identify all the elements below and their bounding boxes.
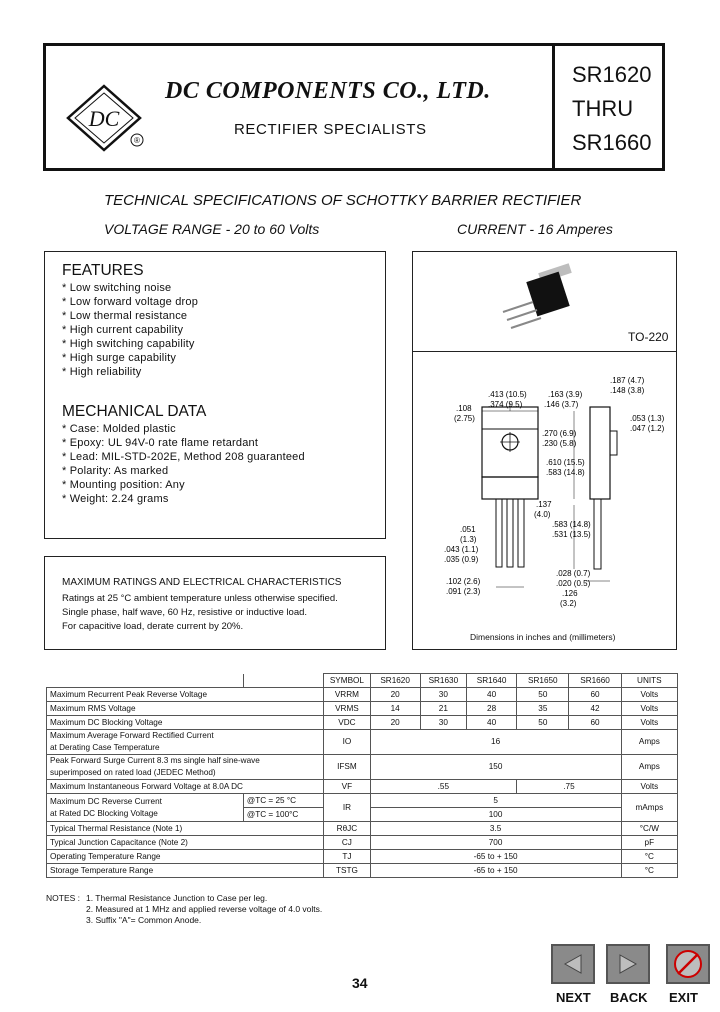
dim-label: .148 (3.8) [610,386,645,395]
cell-unit: mAmps [621,794,677,822]
ratings-line: For capacitive load, derate current by 20%. [62,621,244,632]
dim-label: .091 (2.3) [446,587,481,596]
row-condition: @TC = 25 °C [243,794,323,808]
cell-value: 150 [370,755,621,780]
dim-label: .413 (10.5) [488,390,527,399]
table-row [47,688,678,702]
list-item: * High reliability [62,366,142,378]
next-label[interactable]: NEXT [556,990,591,1005]
cell-unit: Amps [621,730,677,755]
dim-label: .230 (5.8) [542,439,577,448]
cell-value: 42 [569,702,621,716]
row-symbol: TSTG [324,864,370,878]
row-symbol: IR [324,794,370,822]
dim-label: .137 [536,500,552,509]
dim-label: .028 (0.7) [556,569,591,578]
features-list [62,281,198,379]
cell-value: 50 [517,688,569,702]
row-symbol: IO [324,730,370,755]
note-item: 2. Measured at 1 MHz and applied reverse voltage of 4.0 volts. [86,904,323,914]
dim-label: (3.2) [560,599,577,608]
table-row [47,822,678,836]
dim-label: .047 (1.2) [630,424,665,433]
cell-value: 20 [370,688,420,702]
cell-value: 700 [370,836,621,850]
list-item: * Lead: MIL-STD-202E, Method 208 guaranteed [62,451,305,463]
column-header: SR1650 [517,674,569,688]
cell-unit: °C [621,864,677,878]
row-condition: @TC = 100°C [243,808,323,822]
note-item: 1. Thermal Resistance Junction to Case per leg. [86,893,268,903]
cell-unit: Volts [621,688,677,702]
dim-label: (2.75) [454,414,475,423]
notes-list [86,893,322,926]
notes-label: NOTES : [46,893,81,903]
package-outline-drawing [414,355,676,625]
dim-label: .146 (3.7) [544,400,579,409]
cell-value: 35 [517,702,569,716]
voltage-range: VOLTAGE RANGE - 20 to 60 Volts [104,221,320,237]
spec-table [46,673,678,878]
cell-value: .55 [370,780,517,794]
dim-label: .051 [460,525,476,534]
table-row [47,780,678,794]
table-row [47,702,678,716]
dim-label: (1.3) [460,535,477,544]
logo-text: DC [88,106,120,131]
back-button[interactable] [606,944,650,984]
previous-arrow-icon [553,946,593,982]
table-row [47,836,678,850]
row-symbol: IFSM [324,755,370,780]
ratings-line: Ratings at 25 °C ambient temperature unless otherwise specified. [62,593,338,604]
package-divider [412,351,677,352]
cell-value: 40 [466,688,516,702]
cell-value: 50 [517,716,569,730]
cell-value: -65 to + 150 [370,850,621,864]
dim-label: .583 (14.8) [546,468,585,477]
cell-value: 21 [420,702,466,716]
cell-unit: Volts [621,702,677,716]
list-item: * High current capability [62,324,184,336]
column-header: SR1630 [420,674,466,688]
dim-label: .126 [562,589,578,598]
row-label: Maximum Instantaneous Forward Voltage at 8.0A DC [47,780,324,794]
row-symbol: CJ [324,836,370,850]
dim-label: .163 (3.9) [548,390,583,399]
table-row [47,730,678,755]
cell-value: .75 [517,780,621,794]
dim-label: .187 (4.7) [610,376,645,385]
ratings-notes [62,592,338,634]
company-logo [64,82,152,154]
row-label: Typical Thermal Resistance (Note 1) [47,822,324,836]
exit-label[interactable]: EXIT [669,990,698,1005]
row-symbol: RθJC [324,822,370,836]
column-header: SYMBOL [324,674,370,688]
list-item: * Low forward voltage drop [62,296,199,308]
cell-value: 20 [370,716,420,730]
registered-mark: ® [134,136,140,145]
row-label: Peak Forward Surge Current 8.3 ms single half sine-wave superimposed on rated load (JEDEC Method) [47,755,324,780]
cell-unit: °C/W [621,822,677,836]
cell-value: 60 [569,716,621,730]
dim-label: (4.0) [534,510,551,519]
cell-value: 100 [370,808,621,822]
package-name: TO-220 [628,330,669,344]
dim-label: .053 (1.3) [630,414,665,423]
cell-value: 60 [569,688,621,702]
column-header: UNITS [621,674,677,688]
cell-value: 28 [466,702,516,716]
cell-value: 5 [370,794,621,808]
table-row [47,850,678,864]
package-dimensions-caption: Dimensions in inches and (millimeters) [470,632,616,642]
cell-value: 3.5 [370,822,621,836]
row-label: Maximum DC Blocking Voltage [47,716,324,730]
table-row [47,794,678,808]
column-header: SR1660 [569,674,621,688]
row-symbol: VF [324,780,370,794]
row-label: Typical Junction Capacitance (Note 2) [47,836,324,850]
dim-label: .531 (13.5) [552,530,591,539]
features-heading: FEATURES [62,262,144,279]
dim-label: .035 (0.9) [444,555,479,564]
table-header-row [47,674,678,688]
cell-unit: °C [621,850,677,864]
next-arrow-icon [608,946,648,982]
exit-button[interactable] [666,944,710,984]
back-label[interactable]: BACK [610,990,648,1005]
row-symbol: VRMS [324,702,370,716]
header-divider [552,43,555,171]
cell-value: 30 [420,688,466,702]
cell-value: 30 [420,716,466,730]
list-item: * Polarity: As marked [62,465,169,477]
note-item: 3. Suffix "A"= Common Anode. [86,915,202,925]
row-label: Storage Temperature Range [47,864,324,878]
row-symbol: TJ [324,850,370,864]
list-item: * Low thermal resistance [62,310,188,322]
dim-label: .043 (1.1) [444,545,479,554]
list-item: * High surge capability [62,352,177,364]
to220-photo [495,262,595,342]
row-label: Maximum Average Forward Rectified Current at Derating Case Temperature [47,730,324,755]
row-symbol: VDC [324,716,370,730]
current-rating: CURRENT - 16 Amperes [457,221,613,237]
table-row [47,755,678,780]
ratings-heading: MAXIMUM RATINGS AND ELECTRICAL CHARACTERISTICS [62,577,342,588]
cell-unit: Volts [621,780,677,794]
row-symbol: VRRM [324,688,370,702]
table-row [47,716,678,730]
row-label: Maximum DC Reverse Current at Rated DC Blocking Voltage [47,794,244,822]
part-number-to: SR1660 [572,130,652,155]
dim-label: .270 (6.9) [542,429,577,438]
dim-label: .020 (0.5) [556,579,591,588]
cell-unit: Volts [621,716,677,730]
company-tagline: RECTIFIER SPECIALISTS [234,121,427,138]
cell-value: 14 [370,702,420,716]
cell-value: 40 [466,716,516,730]
list-item: * High switching capability [62,338,195,350]
column-header: SR1640 [466,674,516,688]
exit-icon [668,946,708,982]
list-item: * Epoxy: UL 94V-0 rate flame retardant [62,437,259,449]
ratings-line: Single phase, half wave, 60 Hz, resistive or inductive load. [62,607,308,618]
cell-value: 16 [370,730,621,755]
row-label: Operating Temperature Range [47,850,324,864]
dim-label: .610 (15.5) [546,458,585,467]
part-number-thru: THRU [572,96,634,121]
list-item: * Case: Molded plastic [62,423,176,435]
dim-label: .374 (9.5) [488,400,523,409]
list-item: * Low switching noise [62,282,172,294]
company-name: DC COMPONENTS CO., LTD. [165,78,491,104]
cell-value: -65 to + 150 [370,864,621,878]
page-title: TECHNICAL SPECIFICATIONS OF SCHOTTKY BARRIER RECTIFIER [104,192,582,209]
dim-label: .583 (14.8) [552,520,591,529]
cell-unit: pF [621,836,677,850]
table-row [47,864,678,878]
cell-unit: Amps [621,755,677,780]
mechanical-heading: MECHANICAL DATA [62,403,207,420]
part-number-from: SR1620 [572,62,652,87]
mechanical-list [62,422,305,506]
row-label: Maximum RMS Voltage [47,702,324,716]
column-header: SR1620 [370,674,420,688]
next-button[interactable] [551,944,595,984]
dim-label: .108 [456,404,472,413]
list-item: * Mounting position: Any [62,479,185,491]
row-label: Maximum Recurrent Peak Reverse Voltage [47,688,324,702]
dim-label: .102 (2.6) [446,577,481,586]
list-item: * Weight: 2.24 grams [62,493,169,505]
page-number: 34 [352,975,368,991]
